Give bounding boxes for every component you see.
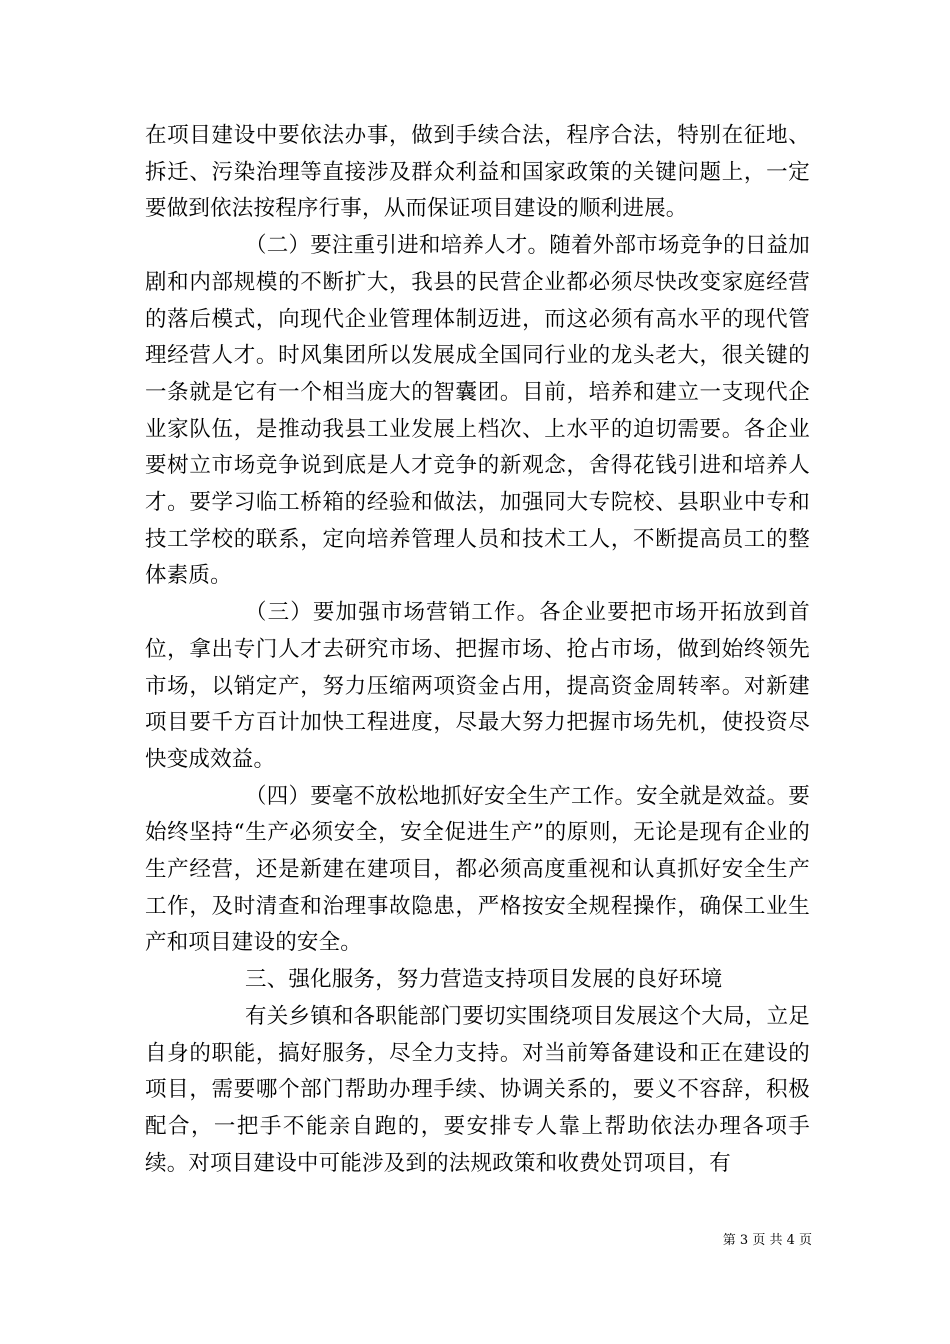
page-number-footer: 第 3 页 共 4 页 xyxy=(722,1233,812,1248)
paragraph-talent: （二）要注重引进和培养人才。随着外部市场竞争的日益加剧和内部规模的不断扩大，我县的民营企业都必须尽快改变家庭经营的落后模式，向现代企业管理体制迈进，而这必须有高水平的现代管理经营人才。时风集团所以发展成全国同行业的龙头老大，很关键的一条就是它有一个相当庞大的智囊团。目前，培养和建立一支现代企业家队伍，是推动我县工业发展上档次、上水平的迫切需要。各企业要树立市场竞争说到底是人才竞争的新观念，舍得花钱引进和培养人才。要学习临工桥箱的经验和做法，加强同大专院校、县职业中专和技工学校的联系，定向培养管理人员和技术工人，不断提高员工的整体素质。 xyxy=(145,233,810,589)
paragraph-safety: （四）要毫不放松地抓好安全生产工作。安全就是效益。要始终坚持“生产必须安全，安全促进生产”的原则，无论是现有企业的生产经营，还是新建在建项目，都必须高度重视和认真抓好安全生产工作，及时清查和治理事故隐患，严格按安全规程操作，确保工业生产和项目建设的安全。 xyxy=(145,783,810,956)
paragraph-continuation: 在项目建设中要依法办事，做到手续合法，程序合法，特别在征地、拆迁、污染治理等直接涉及群众利益和国家政策的关键问题上，一定要做到依法按程序行事，从而保证项目建设的顺利进展。 xyxy=(145,123,810,222)
section-heading-service: 三、强化服务，努力营造支持项目发展的良好环境 xyxy=(245,967,723,993)
document-body xyxy=(145,118,810,1182)
paragraph-service: 有关乡镇和各职能部门要切实围绕项目发展这个大局，立足自身的职能，搞好服务，尽全力支持。对当前筹备建设和正在建设的项目，需要哪个部门帮助办理手续、协调关系的，要义不容辞，积极配合，一把手不能亲自跑的，要安排专人靠上帮助依法办理各项手续。对项目建设中可能涉及到的法规政策和收费处罚项目，有 xyxy=(145,1003,810,1176)
paragraph-marketing: （三）要加强市场营销工作。各企业要把市场开拓放到首位，拿出专门人才去研究市场、把握市场、抢占市场，做到始终领先市场，以销定产，努力压缩两项资金占用，提高资金周转率。对新建项目要千方百计加快工程进度，尽最大努力把握市场先机，使投资尽快变成效益。 xyxy=(145,600,810,772)
